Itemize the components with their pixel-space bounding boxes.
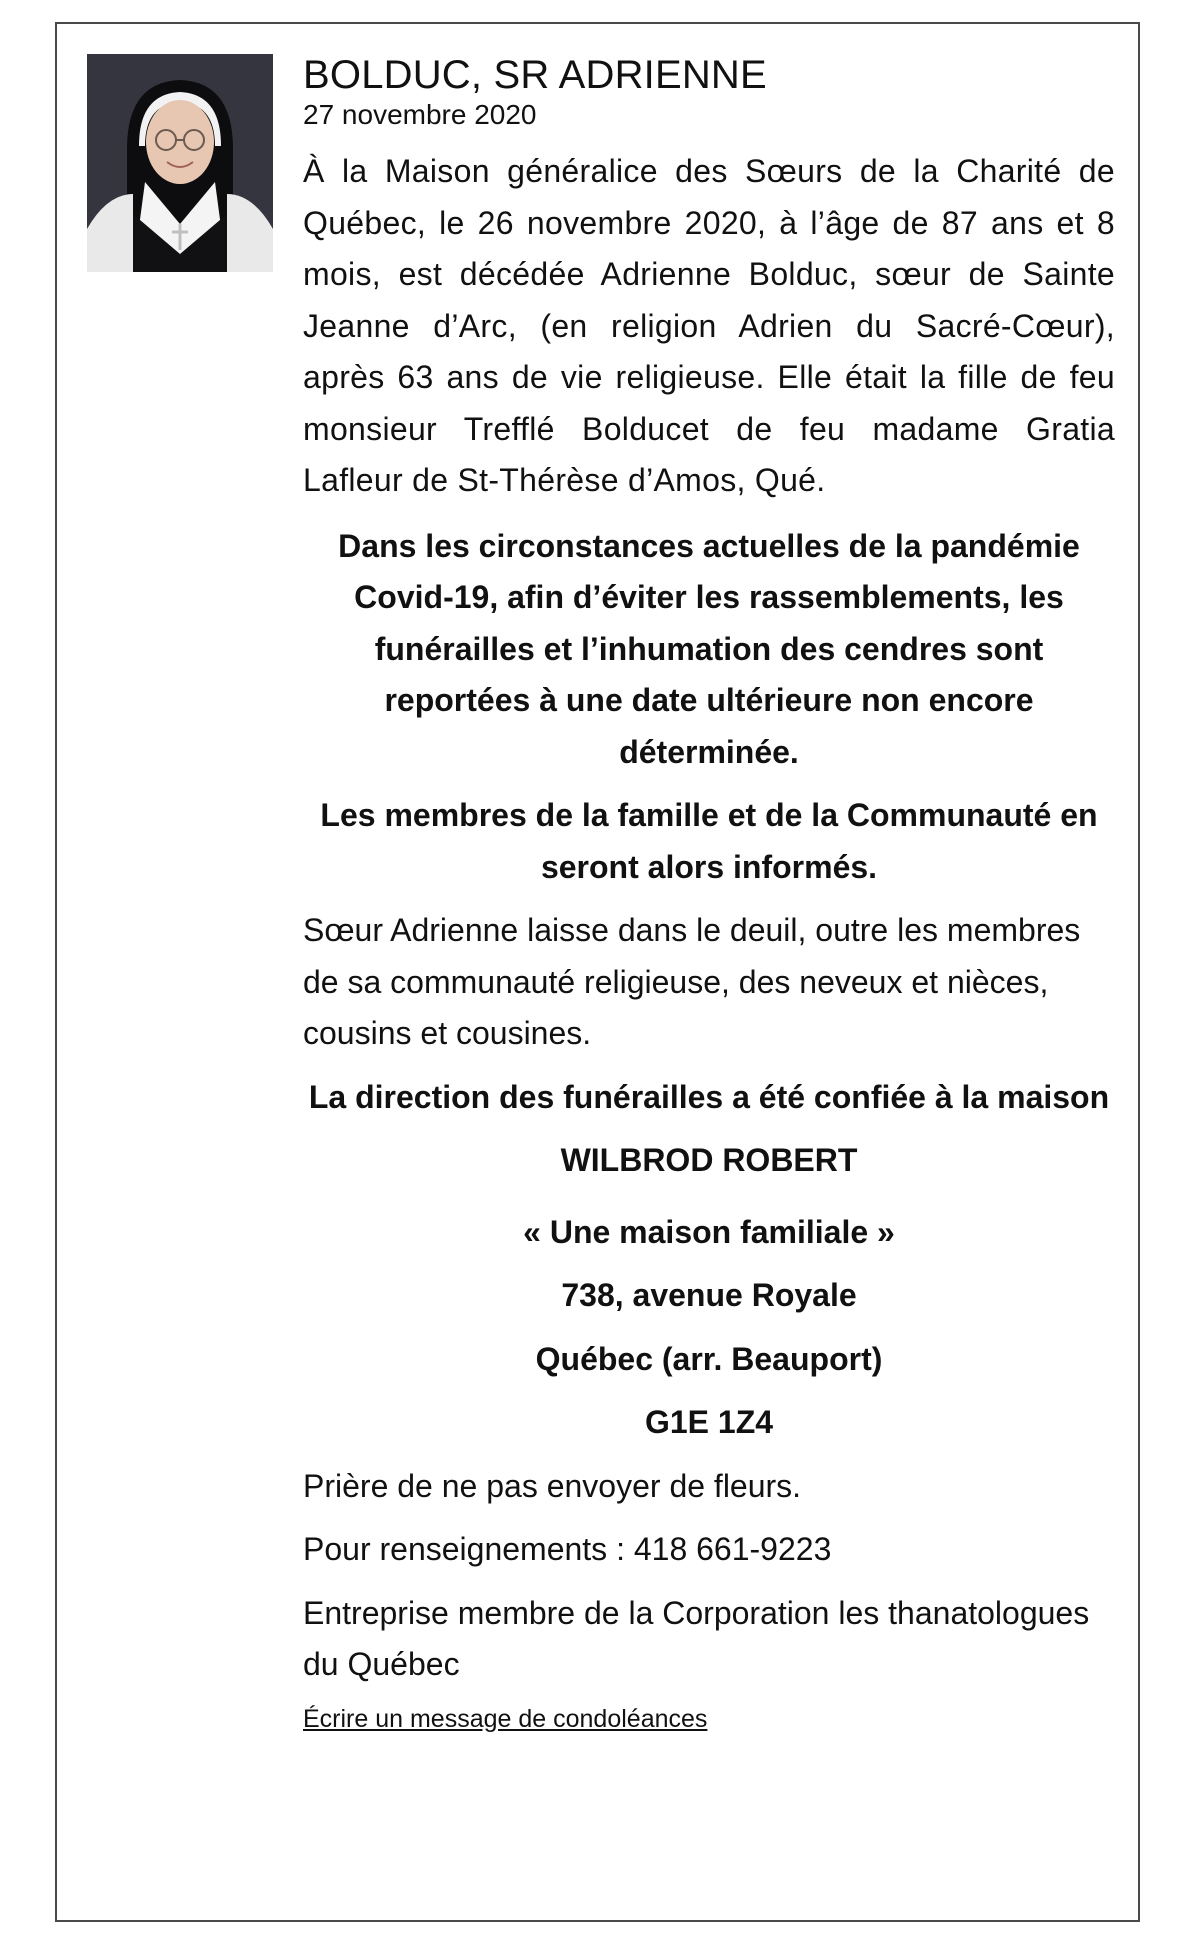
contact-info: Pour renseignements : 418 661-9223 <box>303 1531 832 1567</box>
funeral-home-slogan: « Une maison familiale » <box>523 1213 895 1250</box>
membership-text: Entreprise membre de la Corporation les thanatologues du Québec <box>303 1594 1090 1682</box>
condolences-link[interactable]: Écrire un message de condoléances <box>303 1704 708 1733</box>
obituary-notice <box>55 22 1140 1922</box>
notice-content <box>303 52 1115 1735</box>
covid-notice: Dans les circonstances actuelles de la pandémie Covid-19, afin d’éviter les rassemblements, les funérailles et l’inhumation des cendres sont reportées à une date ultérieure non encore déterminée. <box>338 527 1080 770</box>
family-notice: Les membres de la famille et de la Communauté en seront alors informés. <box>320 797 1098 885</box>
postal-code: G1E 1Z4 <box>644 1404 774 1440</box>
notice-date: 27 novembre 2020 <box>303 99 537 130</box>
address-city: Québec (arr. Beauport) <box>535 1340 883 1377</box>
portrait-image <box>87 54 273 272</box>
funeral-home-name: WILBROD ROBERT <box>560 1142 858 1178</box>
address-street: 738, avenue Royale <box>561 1277 857 1313</box>
death-announcement: À la Maison généralice des Sœurs de la Charité de Québec, le 26 novembre 2020, à l’âge de 87 ans et 8 mois, est décédée Adrienne Bolduc, sœur de Sainte Jeanne d’Arc, (en religion Adrien du Sacré-Cœur), après 63 ans de vie religieuse. Elle était la fille de feu monsieur Trefflé Bolducet de feu madame Gratia Lafleur de St-Thérèse d’Amos, Qué. <box>303 153 1115 498</box>
funeral-direction-text: La direction des funérailles a été confiée à la maison <box>308 1078 1110 1115</box>
portrait-photo <box>87 54 273 272</box>
flowers-request: Prière de ne pas envoyer de fleurs. <box>303 1467 802 1504</box>
survivors-text: Sœur Adrienne laisse dans le deuil, outre les membres de sa communauté religieuse, des neveux et nièces, cousins et cousines. <box>303 912 1081 1051</box>
deceased-name: BOLDUC, SR ADRIENNE <box>303 53 767 97</box>
